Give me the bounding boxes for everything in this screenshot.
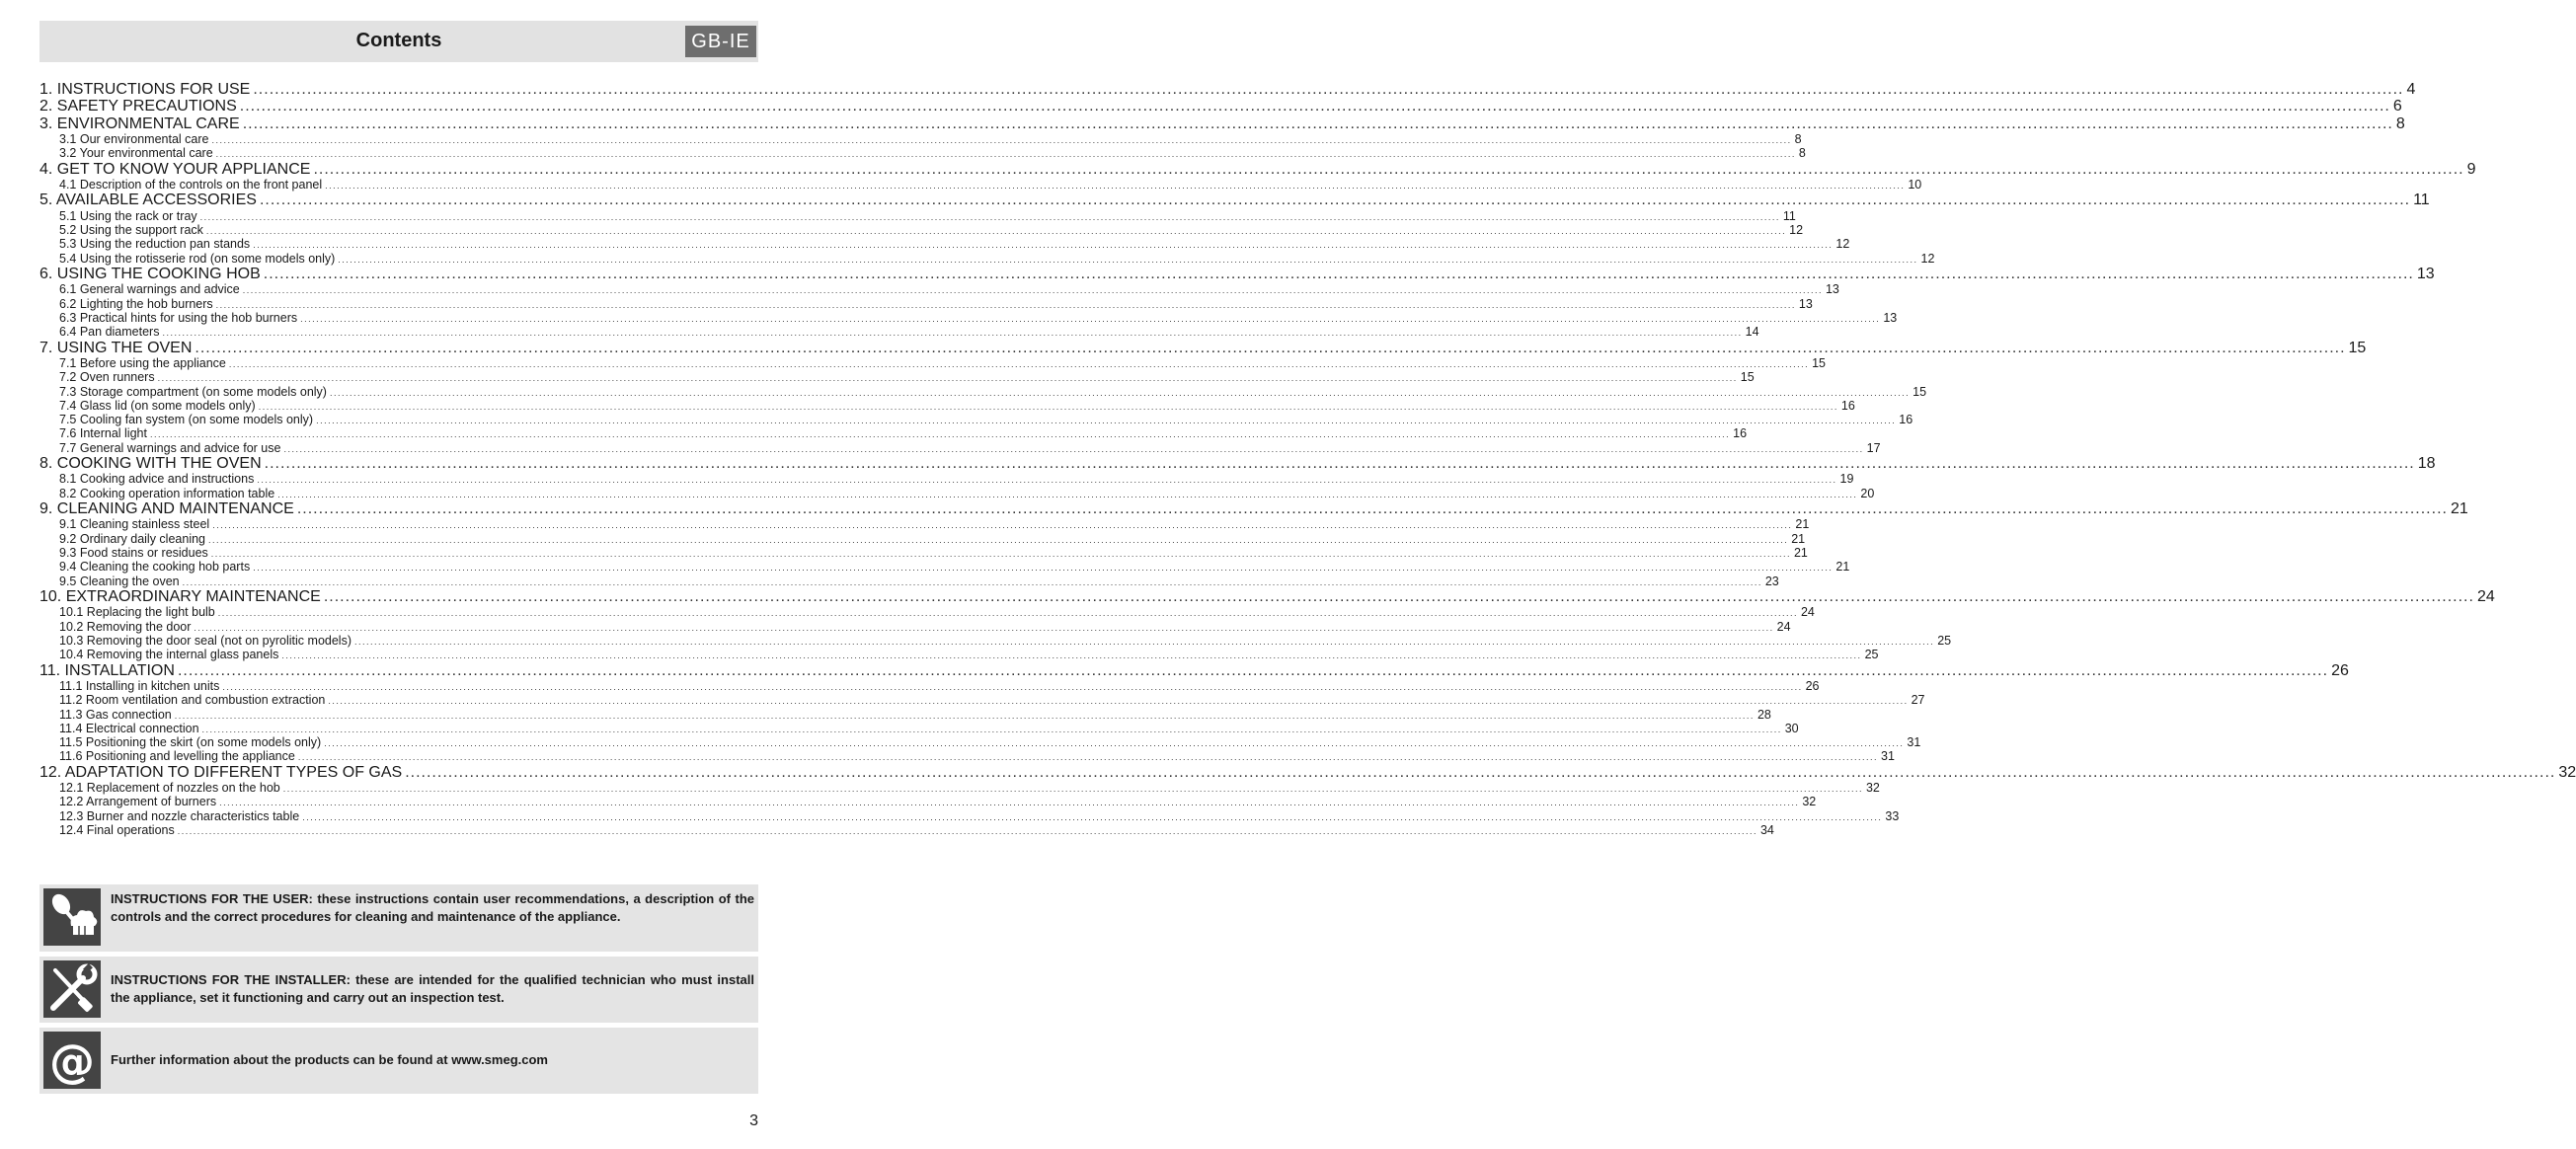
toc-chapter[interactable] <box>39 587 2495 605</box>
toc-entry-page: 15 <box>1812 356 1826 370</box>
toc-entry-page: 25 <box>1937 633 1952 648</box>
toc-leader-dots: ................................................................................................................................................................................................................................................................................................................................................................................................................ <box>177 661 2329 679</box>
toc-chapter[interactable] <box>39 339 2367 356</box>
toc-section[interactable] <box>39 237 1850 252</box>
toc-entry-page: 27 <box>1911 693 1925 708</box>
toc-section[interactable] <box>39 296 1813 311</box>
toc-leader-dots: ................................................................................................................................................................................................................................................................................................................................................................................................................ <box>300 314 1881 325</box>
toc-section[interactable] <box>39 633 1952 648</box>
toc-entry-page: 12 <box>1920 251 1935 266</box>
toc-entry-title: 5.3 Using the reduction pan stands <box>59 237 251 252</box>
toc-leader-dots: ................................................................................................................................................................................................................................................................................................................................................................................................................ <box>194 622 1774 633</box>
toc-entry-page: 16 <box>1840 398 1855 413</box>
toc-entry-page: 21 <box>1795 517 1810 532</box>
toc-entry-page: 13 <box>1825 282 1839 297</box>
wrench-screwdriver-icon <box>43 960 101 1018</box>
toc-section[interactable] <box>39 808 1900 823</box>
toc-section[interactable] <box>39 282 1839 297</box>
user-notice-text: INSTRUCTIONS FOR THE USER: these instructions contain user recommendations, a description of the controls and the correct procedures for cleaning and maintenance of the appliance. <box>111 891 754 924</box>
toc-entry-page: 4 <box>2406 81 2416 98</box>
toc-section[interactable] <box>39 223 1804 238</box>
toc-entry-title: 11.2 Room ventilation and combustion extraction <box>59 693 326 708</box>
toc-leader-dots: ................................................................................................................................................................................................................................................................................................................................................................................................................ <box>277 489 1858 499</box>
toc-entry-title: 11. INSTALLATION <box>39 661 175 679</box>
toc-entry-page: 16 <box>1899 413 1913 427</box>
toc-section[interactable] <box>39 356 1826 370</box>
toc-entry-page: 15 <box>1740 370 1755 385</box>
toc-entry-page: 13 <box>1798 296 1813 311</box>
toc-section[interactable] <box>39 472 1854 487</box>
toc-section[interactable] <box>39 440 1881 455</box>
toc-entry-title: 3.2 Your environmental care <box>59 146 213 161</box>
toc-section[interactable] <box>39 781 1880 796</box>
toc-entry-page: 16 <box>1733 426 1748 441</box>
web-notice <box>39 1028 758 1094</box>
toc-entry-title: 7.5 Cooling fan system (on some models only) <box>59 413 314 427</box>
toc-section[interactable] <box>39 574 1779 588</box>
toc-entry-title: 10.1 Replacing the light bulb <box>59 605 215 620</box>
toc-section[interactable] <box>39 251 1935 266</box>
toc-chapter[interactable] <box>39 160 2476 178</box>
toc-leader-dots: ................................................................................................................................................................................................................................................................................................................................................................................................................ <box>157 373 1738 384</box>
toc-leader-dots: ................................................................................................................................................................................................................................................................................................................................................................................................................ <box>242 285 1823 296</box>
toc-section[interactable] <box>39 678 1820 693</box>
toc-section[interactable] <box>39 517 1810 532</box>
toc-entry-title: 9.5 Cleaning the oven <box>59 574 180 588</box>
toc-entry-title: 10. EXTRAORDINARY MAINTENANCE <box>39 587 321 605</box>
toc-leader-dots: ................................................................................................................................................................................................................................................................................................................................................................................................................ <box>217 608 1798 619</box>
toc-entry-title: 11.4 Electrical connection <box>59 721 199 735</box>
toc-leader-dots: ................................................................................................................................................................................................................................................................................................................................................................................................................ <box>162 328 1743 339</box>
toc-section[interactable] <box>39 208 1796 223</box>
toc-chapter[interactable] <box>39 661 2349 679</box>
toc-section[interactable] <box>39 605 1815 620</box>
toc-leader-dots: ................................................................................................................................................................................................................................................................................................................................................................................................................ <box>215 149 1796 160</box>
toc-entry-page: 24 <box>1800 605 1815 620</box>
toc-leader-dots: ................................................................................................................................................................................................................................................................................................................................................................................................................ <box>257 475 1837 486</box>
toc-leader-dots: ................................................................................................................................................................................................................................................................................................................................................................................................................ <box>215 299 1796 310</box>
toc-leader-dots: ................................................................................................................................................................................................................................................................................................................................................................................................................ <box>174 710 1755 721</box>
toc-leader-dots: ................................................................................................................................................................................................................................................................................................................................................................................................................ <box>199 211 1780 222</box>
toc-leader-dots: ................................................................................................................................................................................................................................................................................................................................................................................................................ <box>201 724 1782 734</box>
toc-entry-page: 15 <box>2348 339 2367 356</box>
toc-leader-dots: ................................................................................................................................................................................................................................................................................................................................................................................................................ <box>208 534 1789 545</box>
toc-entry-title: 5.4 Using the rotisserie rod (on some models only) <box>59 251 336 266</box>
toc-leader-dots: ................................................................................................................................................................................................................................................................................................................................................................................................................ <box>211 135 1792 146</box>
toc-section[interactable] <box>39 822 1774 837</box>
toc-leader-dots: ................................................................................................................................................................................................................................................................................................................................................................................................................ <box>212 520 1793 531</box>
toc-leader-dots: ................................................................................................................................................................................................................................................................................................................................................................................................................ <box>263 266 2414 283</box>
toc-entry-page: 32 <box>1802 795 1817 809</box>
toc-entry-title: 8.2 Cooking operation information table <box>59 486 275 500</box>
toc-leader-dots: ................................................................................................................................................................................................................................................................................................................................................................................................................ <box>219 798 1800 808</box>
toc-leader-dots: ................................................................................................................................................................................................................................................................................................................................................................................................................ <box>253 81 2404 98</box>
toc-entry-page: 24 <box>2476 587 2495 605</box>
toc-leader-dots: ................................................................................................................................................................................................................................................................................................................................................................................................................ <box>353 636 1935 647</box>
toc-entry-page: 11 <box>1782 208 1796 223</box>
toc-entry-title: 9.1 Cleaning stainless steel <box>59 517 210 532</box>
toc-chapter[interactable] <box>39 115 2405 132</box>
toc-entry-title: 3.1 Our environmental care <box>59 132 209 147</box>
toc-chapter[interactable] <box>39 98 2402 115</box>
toc-entry-title: 6.4 Pan diameters <box>59 325 160 340</box>
toc-section[interactable] <box>39 795 1817 809</box>
toc-leader-dots: ................................................................................................................................................................................................................................................................................................................................................................................................................ <box>324 738 1905 749</box>
toc-entry-title: 7.2 Oven runners <box>59 370 155 385</box>
toc-entry-title: 6. USING THE COOKING HOB <box>39 266 261 283</box>
toc-entry-page: 13 <box>2416 266 2435 283</box>
toc-entry-page: 12 <box>1835 237 1850 252</box>
toc-leader-dots: ................................................................................................................................................................................................................................................................................................................................................................................................................ <box>328 696 1909 707</box>
toc-entry-title: 6.2 Lighting the hob burners <box>59 296 213 311</box>
toc-leader-dots: ................................................................................................................................................................................................................................................................................................................................................................................................................ <box>329 387 1911 398</box>
toc-leader-dots: ................................................................................................................................................................................................................................................................................................................................................................................................................ <box>325 181 1906 192</box>
toc-section[interactable] <box>39 426 1748 441</box>
installer-notice <box>39 957 758 1023</box>
toc-section[interactable] <box>39 178 1922 192</box>
toc-section[interactable] <box>39 370 1755 385</box>
toc-entry-page: 14 <box>1745 325 1759 340</box>
toc-entry-title: 7.1 Before using the appliance <box>59 356 226 370</box>
toc-leader-dots: ................................................................................................................................................................................................................................................................................................................................................................................................................ <box>323 587 2474 605</box>
toc-entry-page: 8 <box>2395 115 2405 132</box>
toc-leader-dots: ................................................................................................................................................................................................................................................................................................................................................................................................................ <box>205 226 1787 237</box>
toc-entry-page: 21 <box>1835 560 1850 574</box>
at-sign-icon <box>43 1032 101 1089</box>
toc-entry-title: 8.1 Cooking advice and instructions <box>59 472 255 487</box>
toc-leader-dots: ................................................................................................................................................................................................................................................................................................................................................................................................................ <box>195 339 2346 356</box>
toc-entry-title: 7.3 Storage compartment (on some models only) <box>59 384 327 399</box>
toc-entry-page: 6 <box>2392 98 2402 115</box>
page-title: Contents <box>355 30 442 51</box>
toc-leader-dots: ................................................................................................................................................................................................................................................................................................................................................................................................................ <box>239 98 2390 115</box>
toc-entry-page: 21 <box>1793 546 1808 561</box>
toc-leader-dots: ................................................................................................................................................................................................................................................................................................................................................................................................................ <box>259 192 2411 209</box>
toc-entry-page: 32 <box>1865 781 1880 796</box>
toc-section[interactable] <box>39 486 1875 500</box>
toc-entry-page: 10 <box>1908 178 1922 192</box>
toc-leader-dots: ................................................................................................................................................................................................................................................................................................................................................................................................................ <box>182 576 1762 587</box>
toc-entry-title: 7.4 Glass lid (on some models only) <box>59 398 256 413</box>
toc-chapter[interactable] <box>39 81 2416 98</box>
toc-entry-title: 4. GET TO KNOW YOUR APPLIANCE <box>39 160 311 178</box>
toc-entry-page: 15 <box>1912 384 1927 399</box>
toc-entry-title: 9.4 Cleaning the cooking hob parts <box>59 560 251 574</box>
toc-entry-page: 26 <box>2331 661 2349 679</box>
toc-entry-page: 24 <box>1776 619 1791 634</box>
toc-entry-title: 11.6 Positioning and levelling the appliance <box>59 749 295 764</box>
toc-leader-dots: ................................................................................................................................................................................................................................................................................................................................................................................................................ <box>297 752 1879 763</box>
toc-entry-title: 12.2 Arrangement of burners <box>59 795 217 809</box>
svg-text:@: @ <box>49 1034 95 1088</box>
toc-section[interactable] <box>39 707 1771 722</box>
toc-leader-dots: ................................................................................................................................................................................................................................................................................................................................................................................................................ <box>242 115 2393 132</box>
table-of-contents <box>39 81 2576 837</box>
toc-section[interactable] <box>39 413 1913 427</box>
toc-entry-title: 12.3 Burner and nozzle characteristics table <box>59 808 300 823</box>
toc-section[interactable] <box>39 146 1806 161</box>
toc-section[interactable] <box>39 398 1855 413</box>
toc-leader-dots: ................................................................................................................................................................................................................................................................................................................................................................................................................ <box>283 443 1864 454</box>
toc-entry-page: 19 <box>1839 472 1854 487</box>
toc-entry-page: 34 <box>1759 822 1774 837</box>
page-number: 3 <box>749 1112 758 1129</box>
toc-entry-title: 6.1 General warnings and advice <box>59 282 240 297</box>
toc-entry-title: 9. CLEANING AND MAINTENANCE <box>39 500 294 518</box>
toc-entry-page: 31 <box>1907 735 1921 750</box>
toc-entry-title: 6.3 Practical hints for using the hob burners <box>59 311 298 326</box>
toc-entry-page: 18 <box>2417 455 2436 473</box>
toc-section[interactable] <box>39 749 1895 764</box>
toc-section[interactable] <box>39 311 1898 326</box>
toc-entry-title: 9.2 Ordinary daily cleaning <box>59 531 205 546</box>
installer-notice-text: INSTRUCTIONS FOR THE INSTALLER: these are intended for the qualified technician who must install the appliance, set it functioning and carry out an inspection test. <box>111 972 754 1005</box>
toc-entry-title: 7.7 General warnings and advice for use <box>59 440 281 455</box>
toc-entry-title: 10.2 Removing the door <box>59 619 192 634</box>
toc-entry-page: 17 <box>1866 440 1881 455</box>
toc-entry-title: 2. SAFETY PRECAUTIONS <box>39 98 237 115</box>
toc-entry-page: 9 <box>2466 160 2476 178</box>
toc-entry-page: 13 <box>1883 311 1898 326</box>
toc-leader-dots: ................................................................................................................................................................................................................................................................................................................................................................................................................ <box>313 160 2464 178</box>
toc-section[interactable] <box>39 721 1799 735</box>
toc-entry-title: 12.4 Final operations <box>59 822 175 837</box>
web-notice-text: Further information about the products can be found at www.smeg.com <box>111 1052 548 1067</box>
toc-entry-title: 7. USING THE OVEN <box>39 339 193 356</box>
toc-chapter[interactable] <box>39 763 2576 781</box>
toc-chapter[interactable] <box>39 455 2436 473</box>
toc-leader-dots: ................................................................................................................................................................................................................................................................................................................................................................................................................ <box>338 254 1918 265</box>
toc-entry-title: 5. AVAILABLE ACCESSORIES <box>39 192 257 209</box>
toc-leader-dots: ................................................................................................................................................................................................................................................................................................................................................................................................................ <box>210 549 1791 560</box>
toc-entry-page: 8 <box>1794 132 1802 147</box>
toc-leader-dots: ................................................................................................................................................................................................................................................................................................................................................................................................................ <box>177 825 1757 836</box>
toc-section[interactable] <box>39 619 1791 634</box>
toc-section[interactable] <box>39 735 1921 750</box>
user-notice <box>39 884 758 952</box>
header-bar <box>39 21 758 62</box>
toc-section[interactable] <box>39 560 1850 574</box>
toc-chapter[interactable] <box>39 500 2468 518</box>
toc-entry-title: 5.2 Using the support rack <box>59 223 203 238</box>
toc-entry-title: 3. ENVIRONMENTAL CARE <box>39 115 240 132</box>
toc-entry-title: 4.1 Description of the controls on the front panel <box>59 178 323 192</box>
toc-entry-title: 9.3 Food stains or residues <box>59 546 208 561</box>
toc-entry-title: 11.1 Installing in kitchen units <box>59 678 220 693</box>
toc-section[interactable] <box>39 325 1759 340</box>
toc-leader-dots: ................................................................................................................................................................................................................................................................................................................................................................................................................ <box>281 651 1862 661</box>
chef-hat-spoon-icon <box>43 888 101 946</box>
toc-leader-dots: ................................................................................................................................................................................................................................................................................................................................................................................................................ <box>253 240 1834 251</box>
toc-section[interactable] <box>39 132 1802 147</box>
toc-leader-dots: ................................................................................................................................................................................................................................................................................................................................................................................................................ <box>149 429 1731 440</box>
toc-entry-page: 33 <box>1885 808 1900 823</box>
toc-section[interactable] <box>39 531 1806 546</box>
toc-entry-page: 26 <box>1805 678 1820 693</box>
toc-entry-page: 12 <box>1789 223 1804 238</box>
toc-entry-page: 30 <box>1784 721 1799 735</box>
toc-leader-dots: ................................................................................................................................................................................................................................................................................................................................................................................................................ <box>264 455 2415 473</box>
toc-entry-title: 10.4 Removing the internal glass panels <box>59 648 279 662</box>
toc-leader-dots: ................................................................................................................................................................................................................................................................................................................................................................................................................ <box>258 401 1838 412</box>
toc-section[interactable] <box>39 546 1808 561</box>
toc-entry-page: 23 <box>1764 574 1779 588</box>
toc-section[interactable] <box>39 384 1927 399</box>
toc-entry-title: 5.1 Using the rack or tray <box>59 208 197 223</box>
toc-leader-dots: ................................................................................................................................................................................................................................................................................................................................................................................................................ <box>302 811 1883 822</box>
toc-entry-title: 12.1 Replacement of nozzles on the hob <box>59 781 280 796</box>
toc-entry-page: 11 <box>2413 192 2430 209</box>
toc-entry-title: 11.5 Positioning the skirt (on some models only) <box>59 735 322 750</box>
toc-section[interactable] <box>39 693 1925 708</box>
toc-entry-title: 1. INSTRUCTIONS FOR USE <box>39 81 251 98</box>
toc-entry-page: 20 <box>1860 486 1875 500</box>
language-badge: GB-IE <box>685 26 756 57</box>
toc-leader-dots: ................................................................................................................................................................................................................................................................................................................................................................................................................ <box>316 416 1897 426</box>
toc-leader-dots: ................................................................................................................................................................................................................................................................................................................................................................................................................ <box>253 563 1834 574</box>
toc-entry-page: 28 <box>1756 707 1771 722</box>
toc-entry-title: 11.3 Gas connection <box>59 707 172 722</box>
toc-entry-page: 21 <box>1791 531 1806 546</box>
toc-leader-dots: ................................................................................................................................................................................................................................................................................................................................................................................................................ <box>296 500 2448 518</box>
toc-leader-dots: ................................................................................................................................................................................................................................................................................................................................................................................................................ <box>228 359 1810 369</box>
toc-entry-page: 31 <box>1881 749 1895 764</box>
toc-entry-title: 12. ADAPTATION TO DIFFERENT TYPES OF GAS <box>39 763 403 781</box>
toc-leader-dots: ................................................................................................................................................................................................................................................................................................................................................................................................................ <box>282 784 1863 795</box>
toc-chapter[interactable] <box>39 266 2435 283</box>
toc-entry-title: 7.6 Internal light <box>59 426 147 441</box>
toc-entry-title: 10.3 Removing the door seal (not on pyrolitic models) <box>59 633 351 648</box>
toc-entry-page: 21 <box>2450 500 2468 518</box>
toc-entry-page: 25 <box>1864 648 1879 662</box>
toc-entry-title: 8. COOKING WITH THE OVEN <box>39 455 262 473</box>
toc-entry-page: 8 <box>1798 146 1806 161</box>
toc-entry-page: 32 <box>2558 763 2576 781</box>
toc-leader-dots: ................................................................................................................................................................................................................................................................................................................................................................................................................ <box>222 681 1803 692</box>
toc-leader-dots: ................................................................................................................................................................................................................................................................................................................................................................................................................ <box>405 763 2556 781</box>
toc-chapter[interactable] <box>39 192 2430 209</box>
toc-section[interactable] <box>39 648 1879 662</box>
